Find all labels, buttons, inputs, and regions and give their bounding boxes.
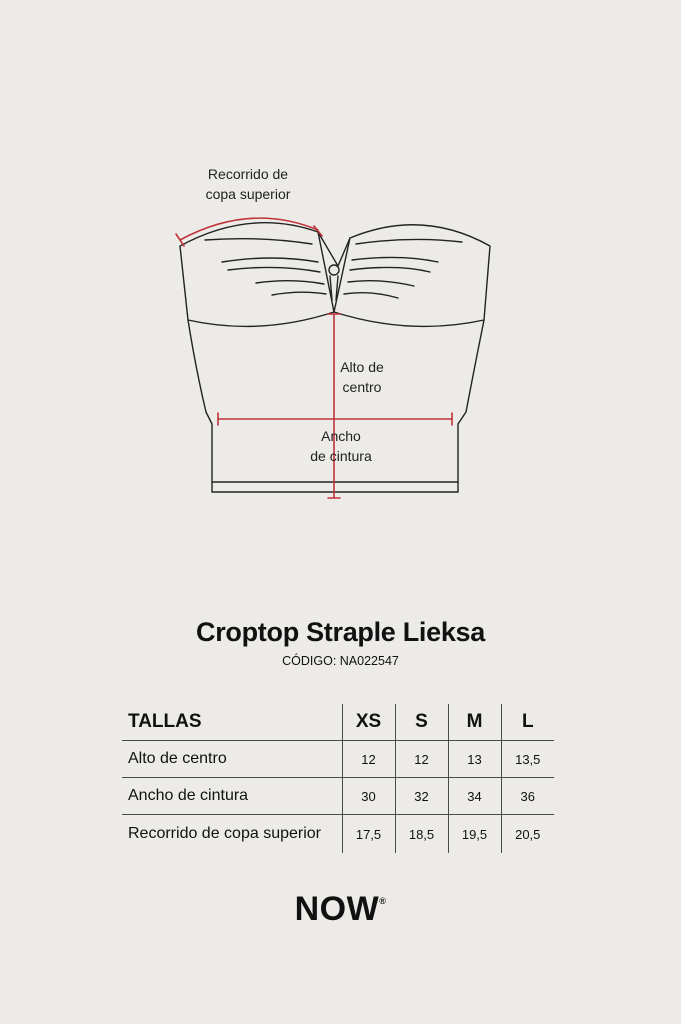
row-label: Ancho de cintura bbox=[128, 787, 249, 804]
header-sizes: TALLAS bbox=[128, 711, 202, 732]
header-s: S bbox=[395, 704, 448, 741]
cell-value: 12 bbox=[395, 741, 448, 778]
cell-value: 36 bbox=[501, 778, 554, 815]
cell-value: 12 bbox=[342, 741, 395, 778]
waist-width-label: Ancho de cintura bbox=[310, 428, 372, 464]
cell-value: 34 bbox=[448, 778, 501, 815]
brand-name: NOW bbox=[294, 890, 380, 928]
cell-value: 13,5 bbox=[501, 741, 554, 778]
cell-value: 20,5 bbox=[501, 815, 554, 854]
cell-value: 17,5 bbox=[342, 815, 395, 854]
product-code: CÓDIGO: NA022547 bbox=[282, 654, 399, 668]
cell-value: 18,5 bbox=[395, 815, 448, 854]
table-row bbox=[122, 778, 554, 815]
brand-logo bbox=[0, 890, 681, 929]
table-header-row bbox=[122, 704, 554, 741]
header-m: M bbox=[448, 704, 501, 741]
center-height-label: Alto de centro bbox=[340, 359, 384, 395]
cup-top-label: Recorrido de copa superior bbox=[205, 166, 291, 202]
header-xs: XS bbox=[342, 704, 395, 741]
cell-value: 32 bbox=[395, 778, 448, 815]
header-l: L bbox=[501, 704, 554, 741]
table-row bbox=[122, 741, 554, 778]
cell-value: 30 bbox=[342, 778, 395, 815]
row-label: Alto de centro bbox=[128, 750, 227, 767]
table-row bbox=[122, 815, 554, 854]
registered-mark: ® bbox=[379, 896, 387, 906]
cell-value: 19,5 bbox=[448, 815, 501, 854]
row-label: Recorrido de copa superior bbox=[128, 825, 321, 842]
size-table bbox=[122, 704, 554, 853]
product-title: Croptop Straple Lieksa bbox=[196, 617, 485, 647]
cell-value: 13 bbox=[448, 741, 501, 778]
